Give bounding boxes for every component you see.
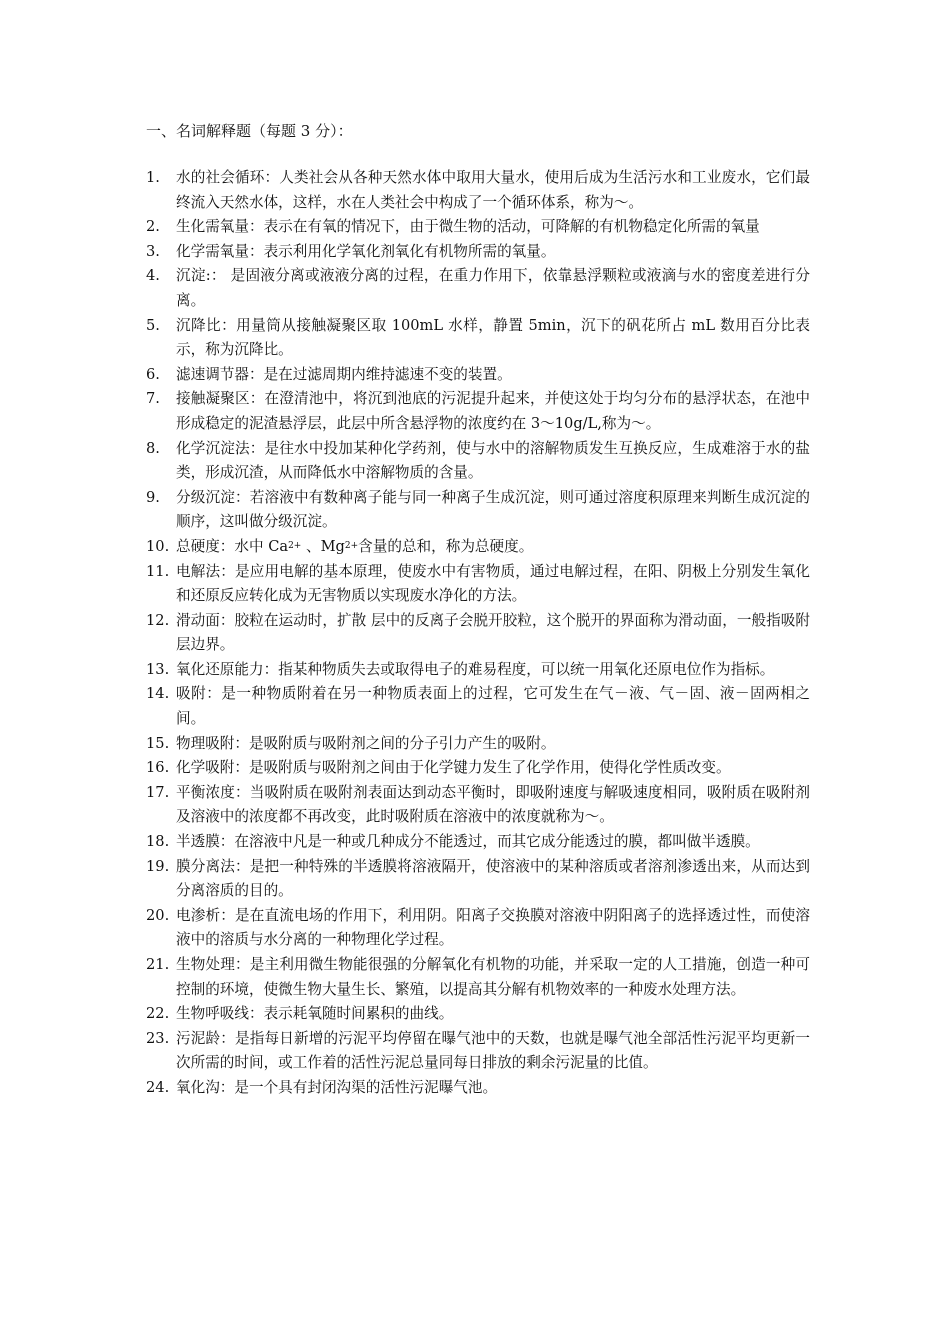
item-text: 电解法：是应用电解的基本原理，使废水中有害物质，通过电解过程，在阳、阴极上分别发生氧化和还原反应转化成为无害物质以实现废水净化的方法。 xyxy=(176,562,810,605)
list-item xyxy=(146,658,810,683)
list-item xyxy=(146,387,810,436)
item-number: 16. xyxy=(146,759,170,777)
item-number: 18. xyxy=(146,833,170,851)
list-item xyxy=(146,1027,810,1076)
list-item xyxy=(146,781,810,830)
list-item xyxy=(146,166,810,215)
item-text: 物理吸附：是吸附质与吸附剂之间的分子引力产生的吸附。 xyxy=(176,734,556,752)
item-text: 平衡浓度：当吸附质在吸附剂表面达到动态平衡时，即吸附速度与解吸速度相同，吸附质在吸附剂及溶液中的浓度都不再改变，此时吸附质在溶液中的浓度就称为～。 xyxy=(176,783,810,826)
item-number: 15. xyxy=(146,734,170,752)
item-number: 13. xyxy=(146,660,170,678)
item-number: 4. xyxy=(146,267,160,285)
item-text: 沉淀:： 是固液分离或液液分离的过程，在重力作用下，依靠悬浮颗粒或液滴与水的密度差进行分离。 xyxy=(176,267,810,309)
item-number: 17. xyxy=(146,783,170,801)
list-item xyxy=(146,314,810,363)
list-item xyxy=(146,1076,810,1101)
item-number: 22. xyxy=(146,1005,170,1023)
list-item xyxy=(146,953,810,1002)
item-text: 水的社会循环：人类社会从各种天然水体中取用大量水，使用后成为生活污水和工业废水，它们最终流入天然水体，这样，水在人类社会中构成了一个循环体系，称为～。 xyxy=(176,169,810,211)
item-text-part: 含量的总和，称为总硬度。 xyxy=(358,537,534,555)
item-number: 21. xyxy=(146,956,170,973)
item-number: 12. xyxy=(146,611,170,629)
list-item xyxy=(146,855,810,904)
list-item xyxy=(146,240,810,265)
definition-list xyxy=(146,166,810,1101)
item-number: 1. xyxy=(146,169,160,186)
item-text: 氧化还原能力：指某种物质失去或取得电子的难易程度，可以统一用氧化还原电位作为指标。 xyxy=(176,660,775,678)
item-number: 2. xyxy=(146,218,160,236)
item-text: 沉降比：用量筒从接触凝聚区取 100mL 水样，静置 5min，沉下的矾花所占 mL 数用百分比表示，称为沉降比。 xyxy=(176,316,810,359)
item-text-part: 、Mg xyxy=(301,537,345,555)
item-text: 接触凝聚区：在澄清池中，将沉到池底的污泥提升起来，并使这处于均匀分布的悬浮状态，在池中形成稳定的泥渣悬浮层，此层中所含悬浮物的浓度约在 3～10g/L,称为～。 xyxy=(176,390,810,432)
list-item xyxy=(146,904,810,953)
list-item xyxy=(146,264,810,313)
item-text: 滑动面：胶粒在运动时，扩散 层中的反离子会脱开胶粒，这个脱开的界面称为滑动面，一般指吸附层边界。 xyxy=(176,611,810,654)
item-text: 氧化沟：是一个具有封闭沟渠的活性污泥曝气池。 xyxy=(176,1078,498,1096)
item-text: 膜分离法：是把一种特殊的半透膜将溶液隔开，使溶液中的某种溶质或者溶剂渗透出来，从而达到分离溶质的目的。 xyxy=(176,857,810,900)
item-text: 化学需氧量：表示利用化学氧化剂氧化有机物所需的氧量。 xyxy=(176,242,556,260)
list-item xyxy=(146,609,810,658)
item-number: 10. xyxy=(146,537,170,555)
item-number: 7. xyxy=(146,390,160,408)
item-text: 化学吸附：是吸附质与吸附剂之间由于化学键力发生了化学作用，使得化学性质改变。 xyxy=(176,759,731,777)
list-item xyxy=(146,560,810,609)
item-text: 生物呼吸线：表示耗氧随时间累积的曲线。 xyxy=(176,1005,454,1023)
list-item xyxy=(146,215,810,240)
item-text: 滤速调节器：是在过滤周期内维持滤速不变的装置。 xyxy=(176,365,512,383)
item-text: 生化需氧量：表示在有氧的情况下，由于微生物的活动，可降解的有机物稳定化所需的氧量 xyxy=(176,218,760,236)
item-text: 分级沉淀：若溶液中有数种离子能与同一种离子生成沉淀，则可通过溶度积原理来判断生成沉淀的顺序，这叫做分级沉淀。 xyxy=(176,488,810,531)
item-text: 化学沉淀法：是往水中投加某种化学药剂，使与水中的溶解物质发生互换反应，生成难溶于水的盐类，形成沉渣，从而降低水中溶解物质的含量。 xyxy=(176,439,810,482)
item-number: 11. xyxy=(146,562,170,580)
item-number: 24. xyxy=(146,1078,170,1096)
section-title: 一、名词解释题（每题 3 分）： xyxy=(146,122,353,140)
item-text: 污泥龄：是指每日新增的污泥平均停留在曝气池中的天数，也就是曝气池全部活性污泥平均更新一次所需的时间，或工作着的活性污泥总量同每日排放的剩余污泥量的比值。 xyxy=(176,1029,810,1072)
list-item xyxy=(146,363,810,388)
item-number: 20. xyxy=(146,906,170,924)
item-number: 6. xyxy=(146,365,160,383)
list-item xyxy=(146,486,810,535)
list-item xyxy=(146,1002,810,1027)
list-item xyxy=(146,437,810,486)
item-text xyxy=(176,535,810,560)
item-text: 半透膜：在溶液中凡是一种或几种成分不能透过，而其它成分能透过的膜，都叫做半透膜。 xyxy=(176,833,760,851)
item-number: 3. xyxy=(146,242,160,260)
item-text: 电渗析：是在直流电场的作用下，利用阴。阳离子交换膜对溶液中阴阳离子的选择透过性，而使溶液中的溶质与水分离的一种物理化学过程。 xyxy=(176,906,810,949)
item-text: 生物处理：是主利用微生物能很强的分解氧化有机物的功能，并采取一定的人工措施，创造一种可控制的环境，使微生物大量生长、繁殖，以提高其分解有机物效率的一种废水处理方法。 xyxy=(176,956,810,998)
list-item xyxy=(146,682,810,731)
ion-charge: 2+ xyxy=(344,540,359,551)
item-text: 吸附：是一种物质附着在另一种物质表面上的过程，它可发生在气－液、气－固、液－固两相之间。 xyxy=(176,685,810,728)
item-text-part: 总硬度：水中 Ca xyxy=(176,537,289,555)
list-item xyxy=(146,756,810,781)
item-number: 19. xyxy=(146,857,170,875)
item-number: 14. xyxy=(146,685,170,703)
item-number: 9. xyxy=(146,488,160,506)
item-number: 23. xyxy=(146,1029,170,1047)
list-item xyxy=(146,732,810,757)
item-number: 5. xyxy=(146,316,160,334)
item-number: 8. xyxy=(146,439,160,457)
ion-charge: 2+ xyxy=(288,540,302,551)
list-item xyxy=(146,535,810,560)
list-item xyxy=(146,830,810,855)
